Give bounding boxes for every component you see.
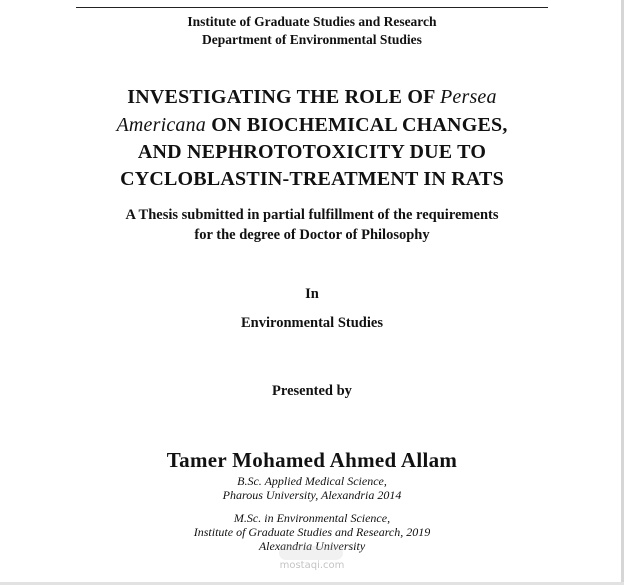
author-name: Tamer Mohamed Ahmed Allam xyxy=(166,448,458,472)
institute-name: Institute of Graduate Studies and Research xyxy=(187,14,437,29)
degree-2-line-2: Institute of Graduate Studies and Research, 2019 xyxy=(193,525,431,539)
title-line-1-text: INVESTIGATING THE ROLE OF xyxy=(127,86,440,108)
title-line-2-text: ON BIOCHEMICAL CHANGES, xyxy=(206,114,508,136)
degree-1-line-2: Pharous University, Alexandria 2014 xyxy=(222,488,402,502)
thesis-title-line-1 xyxy=(0,86,624,109)
degree-2-line-1: M.Sc. in Environmental Science, xyxy=(233,511,391,525)
watermark-logo xyxy=(279,546,343,560)
department-name: Department of Environmental Studies xyxy=(202,32,422,47)
title-line-2-italic: Americana xyxy=(116,114,207,136)
field-in-label: In xyxy=(305,286,319,302)
thesis-title-line-2 xyxy=(0,114,624,137)
thesis-title-line-4: CYCLOBLASTIN-TREATMENT IN RATS xyxy=(120,168,504,190)
degree-2-line-3: Alexandria University xyxy=(258,539,366,553)
degree-1-line-1: B.Sc. Applied Medical Science, xyxy=(237,474,387,488)
subtitle-line-2: for the degree of Doctor of Philosophy xyxy=(194,227,430,243)
top-rule xyxy=(76,7,548,8)
watermark-text: mostaqi.com xyxy=(279,560,345,571)
title-line-1-italic: Persea xyxy=(439,86,497,108)
field-name: Environmental Studies xyxy=(241,315,383,331)
thesis-title-line-3: AND NEPHROTOTOXICITY DUE TO xyxy=(137,141,487,163)
presented-by-label: Presented by xyxy=(272,383,352,399)
subtitle-line-1: A Thesis submitted in partial fulfillment of the requirements xyxy=(125,207,499,223)
